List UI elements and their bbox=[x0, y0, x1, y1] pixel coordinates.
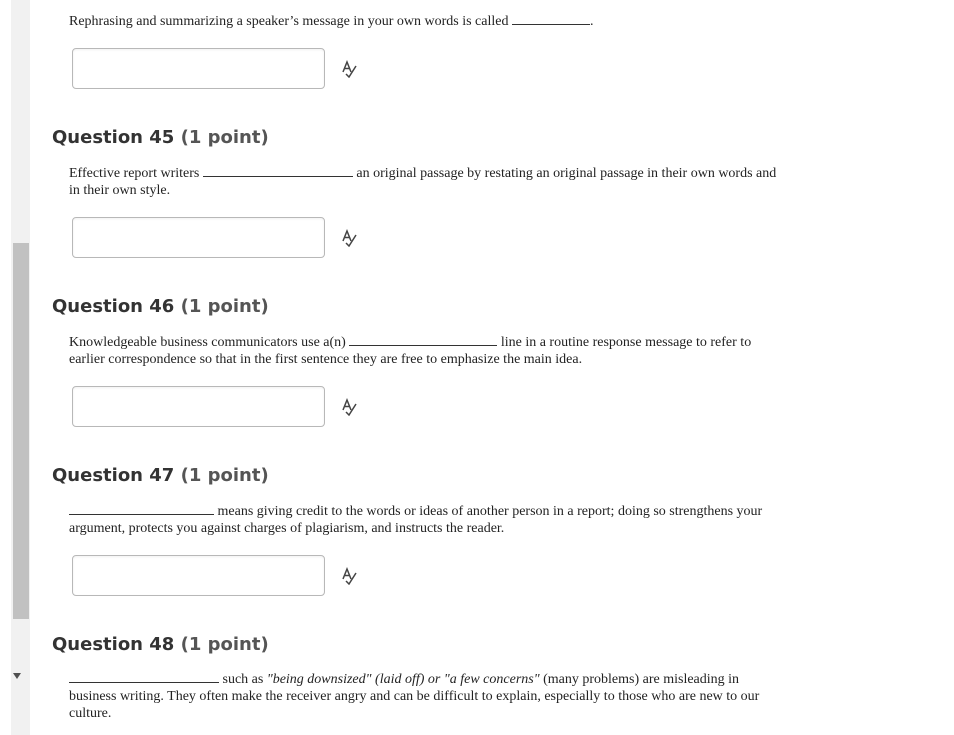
question-44-text bbox=[69, 12, 789, 30]
question-48-text bbox=[69, 670, 789, 722]
question-heading bbox=[52, 465, 269, 486]
question-text-before: Rephrasing and summarizing a speaker’s message in your own words is called bbox=[69, 14, 509, 29]
question-text-before: Knowledgeable business communicators use a(n) bbox=[69, 335, 346, 350]
question-number: Question 47 bbox=[52, 465, 175, 486]
spell-check-icon[interactable] bbox=[341, 229, 357, 247]
question-text-after: an original passage by restating an original passage in their own words and in their own style. bbox=[69, 166, 777, 198]
question-number: Question 48 bbox=[52, 634, 175, 655]
question-text-italic: "being downsized" (laid off) or "a few concerns" bbox=[266, 672, 540, 687]
question-text-after: means giving credit to the words or ideas of another person in a report; doing so strengthens your argument, protects you against charges of plagiarism, and instructs the reader. bbox=[69, 504, 763, 536]
question-text-after: . bbox=[589, 14, 594, 29]
answer-blank bbox=[203, 164, 353, 177]
question-heading bbox=[52, 127, 269, 148]
question-45-text bbox=[69, 164, 789, 199]
spell-check-icon[interactable] bbox=[341, 398, 357, 416]
question-points: (1 point) bbox=[180, 296, 269, 317]
spell-check-icon[interactable] bbox=[341, 567, 357, 585]
answer-blank bbox=[349, 333, 497, 346]
answer-blank bbox=[69, 502, 214, 515]
question-text-mid: such as bbox=[222, 672, 264, 687]
question-heading bbox=[52, 634, 269, 655]
question-text-before: Effective report writers bbox=[69, 166, 200, 181]
answer-input-46[interactable] bbox=[72, 386, 325, 427]
question-text-after: line in a routine response message to refer to earlier correspondence so that in the first sentence they are free to emphasize the main idea. bbox=[69, 335, 752, 367]
question-number: Question 46 bbox=[52, 296, 175, 317]
answer-input-44[interactable] bbox=[72, 48, 325, 89]
question-46-text bbox=[69, 333, 789, 368]
question-points: (1 point) bbox=[180, 634, 269, 655]
question-text-after: (many problems) are misleading in business writing. They often make the receiver angry and can be difficult to explain, especially to those who are new to our culture. bbox=[69, 672, 760, 721]
question-heading bbox=[52, 296, 269, 317]
answer-input-45[interactable] bbox=[72, 217, 325, 258]
question-47-text bbox=[69, 502, 789, 537]
answer-blank bbox=[69, 670, 219, 683]
question-points: (1 point) bbox=[180, 127, 269, 148]
question-number: Question 45 bbox=[52, 127, 175, 148]
answer-blank bbox=[512, 12, 590, 25]
question-points: (1 point) bbox=[180, 465, 269, 486]
answer-input-47[interactable] bbox=[72, 555, 325, 596]
spell-check-icon[interactable] bbox=[341, 60, 357, 78]
